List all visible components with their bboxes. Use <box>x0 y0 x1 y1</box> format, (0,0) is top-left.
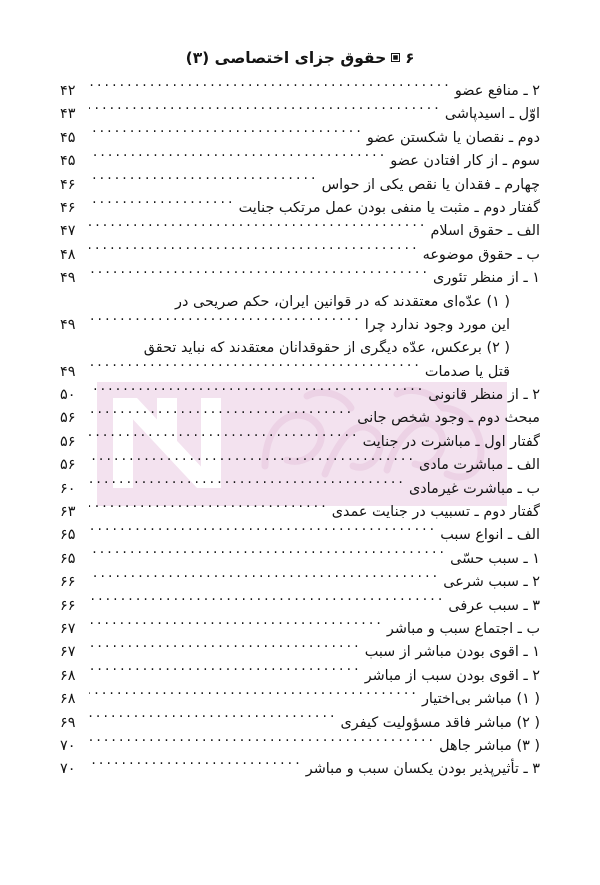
toc-entry[interactable] <box>60 688 540 711</box>
toc-entry-page-number: ۴۹ <box>60 270 76 287</box>
toc-entry[interactable] <box>60 431 540 454</box>
toc-entry-page-number: ۶۰ <box>60 480 76 497</box>
toc-entry-page-number: ۶۵ <box>60 550 76 567</box>
toc-entry[interactable] <box>60 735 540 758</box>
page-running-header <box>60 45 540 71</box>
toc-entry-label: ۲ ـ از منظر قانونی <box>428 387 540 404</box>
toc-entry-label: ۳ ـ تأثیرپذیر بودن یکسان سبب و مباشر <box>305 761 540 778</box>
toc-entry-page-number: ۵۰ <box>60 387 76 404</box>
toc-entry-label: ۳ ـ سبب عرفی <box>448 597 540 614</box>
toc-entry[interactable] <box>60 501 540 524</box>
toc-entry-page-number: ۷۰ <box>60 737 76 754</box>
toc-leader-dots <box>89 713 338 727</box>
toc-leader-dots <box>89 736 436 750</box>
toc-entry-page-number: ۵۶ <box>60 433 76 450</box>
toc-entry[interactable] <box>60 361 540 384</box>
toc-leader-dots <box>89 596 445 610</box>
toc-entry-page-number: ۶۶ <box>60 574 76 591</box>
toc-entry-page-number: ۶۹ <box>60 714 76 731</box>
toc-entry-page-number: ۷۰ <box>60 761 76 778</box>
toc-leader-dots <box>89 759 303 773</box>
toc-entry-page-number: ۴۵ <box>60 153 76 170</box>
toc-entry-label: ۲ ـ منافع عضو <box>454 83 540 99</box>
toc-entry[interactable] <box>60 80 540 103</box>
toc-entry[interactable] <box>60 524 540 547</box>
toc-leader-dots <box>89 151 387 165</box>
toc-leader-dots <box>89 689 419 703</box>
toc-entry[interactable] <box>60 665 540 688</box>
toc-entry-label: قتل یا صدمات <box>424 363 510 380</box>
toc-entry-label: مبحث دوم ـ وجود شخص جانی <box>357 410 540 427</box>
table-of-contents <box>60 80 540 782</box>
toc-leader-dots <box>89 268 430 282</box>
toc-leader-dots <box>89 572 440 586</box>
toc-leader-dots <box>89 385 425 399</box>
toc-entry-page-number: ۴۶ <box>60 199 76 216</box>
toc-entry[interactable] <box>60 712 540 735</box>
toc-entry-label: گفتار دوم ـ مثبت یا منفی بودن عمل مرتکب جنایت <box>238 199 540 216</box>
toc-entry-label: ۱ ـ از منظر تئوری <box>433 270 540 287</box>
book-title: حقوق جزای اختصاصی (۳) <box>185 49 387 67</box>
toc-leader-dots <box>89 245 420 259</box>
toc-leader-dots <box>89 362 422 376</box>
toc-entry-label: ۱ ـ اقوی بودن مباشر از سبب <box>364 644 540 661</box>
toc-entry-label: اوّل ـ اسیدپاشی <box>444 106 540 123</box>
toc-entry[interactable] <box>60 174 540 197</box>
toc-entry-page-number: ۶۷ <box>60 620 76 637</box>
toc-entry[interactable] <box>60 758 540 781</box>
toc-entry-label: ( ۲) برعکس، عدّه دیگری از حقوقدانان معتقدند که نباید تحقق <box>143 340 510 357</box>
toc-entry[interactable] <box>60 618 540 641</box>
toc-entry-page-number: ۶۸ <box>60 667 76 684</box>
toc-leader-dots <box>89 525 437 539</box>
toc-entry[interactable] <box>60 571 540 594</box>
toc-leader-dots <box>89 666 362 680</box>
toc-entry-page-number: ۴۳ <box>60 106 76 123</box>
toc-entry[interactable] <box>60 595 540 618</box>
toc-entry-page-number: ۴۹ <box>60 363 76 380</box>
toc-entry-label: الف ـ انواع سبب <box>440 527 540 544</box>
toc-entry-page-number: ۴۲ <box>60 83 76 99</box>
toc-entry-label: ( ۳) مباشر جاهل <box>439 737 540 754</box>
toc-entry-page-number: ۴۶ <box>60 176 76 193</box>
toc-leader-dots <box>89 619 384 633</box>
toc-entry[interactable] <box>60 220 540 243</box>
toc-leader-dots <box>89 455 416 469</box>
toc-entry[interactable] <box>60 150 540 173</box>
toc-entry-label: این مورد وجود ندارد چرا <box>364 316 510 333</box>
toc-entry-page-number: ۶۳ <box>60 504 76 521</box>
toc-entry[interactable] <box>60 103 540 126</box>
toc-entry-page-number: ۴۹ <box>60 316 76 333</box>
toc-entry-label: گفتار دوم ـ تسبیب در جنایت عمدی <box>331 504 540 521</box>
toc-entry[interactable] <box>60 127 540 150</box>
toc-entry-page-number: ۴۷ <box>60 223 76 240</box>
toc-entry-label: ب ـ اجتماع سبب و مباشر <box>386 620 540 637</box>
toc-entry-label: ( ۲) مباشر فاقد مسؤولیت کیفری <box>340 714 540 731</box>
toc-entry-label: ب ـ مباشرت غیرمادی <box>408 480 540 497</box>
toc-entry-label: الف ـ حقوق اسلام <box>430 223 540 240</box>
toc-entry-page-number: ۴۵ <box>60 129 76 146</box>
toc-leader-dots <box>89 549 447 563</box>
toc-entry[interactable] <box>60 548 540 571</box>
square-bullet-icon <box>391 53 400 62</box>
toc-entry-page-number: ۵۶ <box>60 457 76 474</box>
toc-entry[interactable] <box>60 244 540 267</box>
toc-entry-page-number: ۴۸ <box>60 246 76 263</box>
toc-entry-label: سوم ـ از کار افتادن عضو <box>390 153 540 170</box>
toc-leader-dots <box>89 315 362 329</box>
toc-entry-label: ۲ ـ اقوی بودن سبب از مباشر <box>364 667 540 684</box>
toc-leader-dots <box>89 104 442 118</box>
toc-entry-label: دوم ـ نقصان یا شکستن عضو <box>366 129 540 146</box>
toc-entry[interactable] <box>60 407 540 430</box>
toc-entry-page-number: ۶۶ <box>60 597 76 614</box>
toc-leader-dots <box>89 81 452 95</box>
toc-entry[interactable] <box>60 641 540 664</box>
toc-entry-label: ۱ ـ سبب حسّی <box>450 550 540 567</box>
toc-entry-label: ب ـ حقوق موضوعه <box>422 246 540 263</box>
toc-entry[interactable] <box>60 291 540 314</box>
toc-entry[interactable] <box>60 454 540 477</box>
toc-leader-dots <box>89 221 427 235</box>
toc-entry[interactable] <box>60 314 540 337</box>
toc-leader-dots <box>89 642 362 656</box>
toc-leader-dots <box>89 175 319 189</box>
toc-leader-dots <box>89 408 354 422</box>
page-folio-number: ۶ <box>405 49 415 67</box>
toc-entry[interactable] <box>60 267 540 290</box>
toc-entry-page-number: ۶۸ <box>60 691 76 708</box>
toc-entry-label: چهارم ـ فقدان یا نقص یکی از حواس <box>321 176 540 193</box>
toc-entry[interactable] <box>60 384 540 407</box>
toc-entry[interactable] <box>60 337 540 360</box>
toc-leader-dots <box>89 479 406 493</box>
toc-entry-label: گفتار اول ـ مباشرت در جنایت <box>362 433 540 450</box>
toc-entry-label: ۲ ـ سبب شرعی <box>443 574 540 591</box>
toc-leader-dots <box>89 128 364 142</box>
toc-entry-page-number: ۵۶ <box>60 410 76 427</box>
toc-leader-dots <box>89 502 329 516</box>
toc-entry-page-number: ۶۷ <box>60 644 76 661</box>
toc-entry[interactable] <box>60 478 540 501</box>
toc-leader-dots <box>89 198 236 212</box>
toc-entry[interactable] <box>60 197 540 220</box>
toc-entry-label: ( ۱) عدّه‌ای معتقدند که در قوانین ایران، حکم صریحی در <box>175 293 510 310</box>
toc-entry-label: ( ۱) مباشر بی‌اختیار <box>421 691 540 708</box>
toc-leader-dots <box>89 432 360 446</box>
toc-entry-label: الف ـ مباشرت مادی <box>419 457 540 474</box>
toc-entry-page-number: ۶۵ <box>60 527 76 544</box>
